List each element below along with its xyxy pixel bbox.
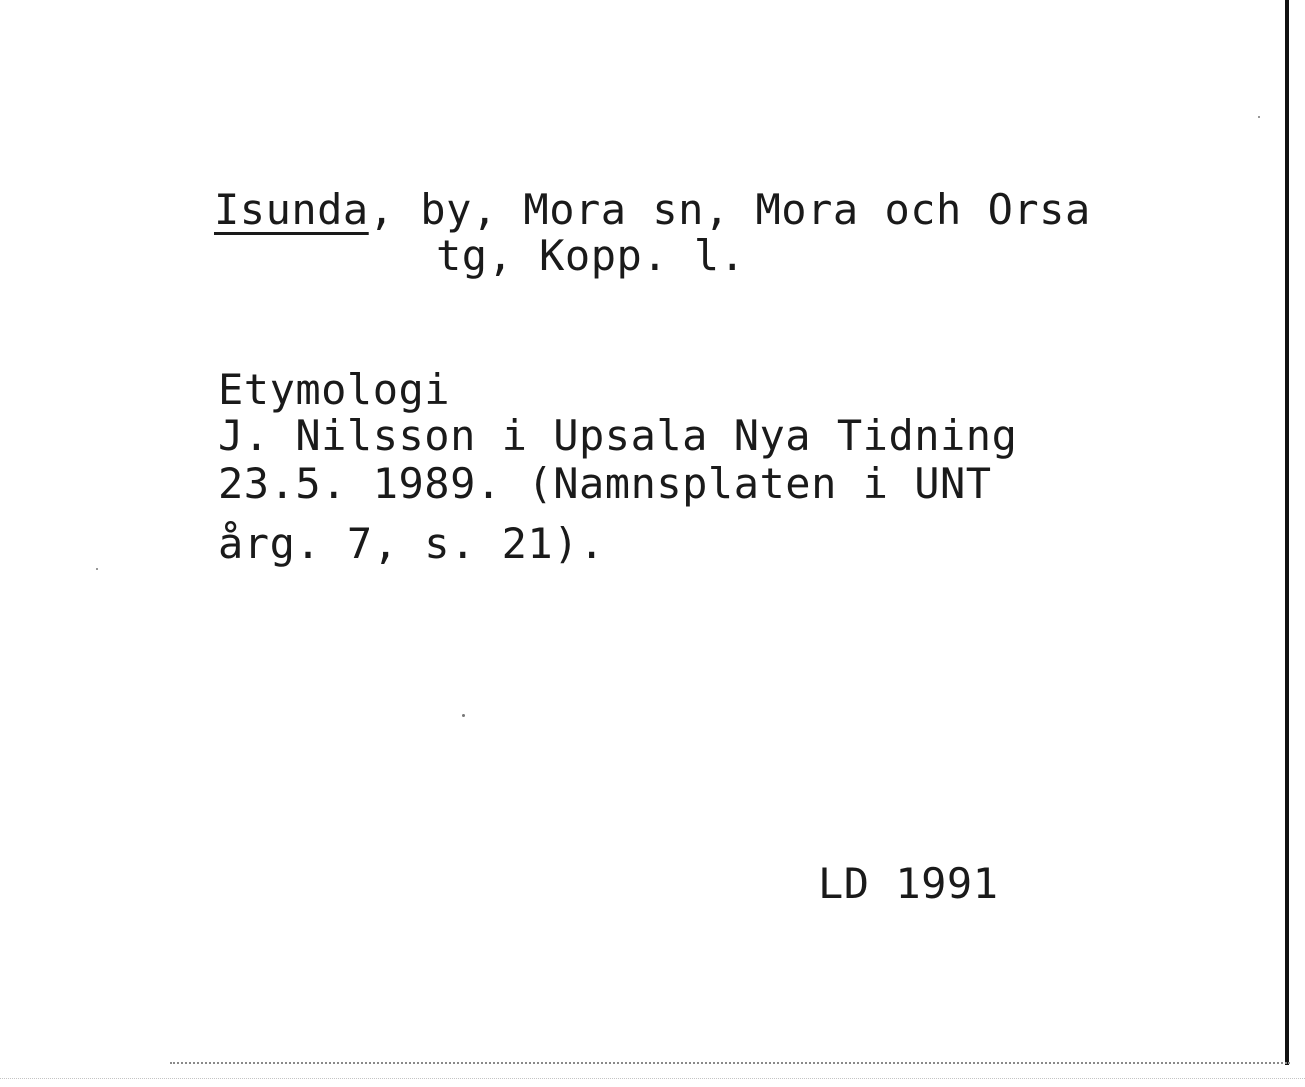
- header-line-2: tg, Kopp. l.: [436, 231, 746, 280]
- scan-speck: [96, 568, 98, 570]
- section-title: Etymologi: [218, 365, 451, 414]
- header-line-1: [214, 186, 1091, 234]
- card-bottom-edge: [170, 1062, 1290, 1065]
- scan-speck: [1258, 116, 1260, 118]
- place-name: Isunda: [214, 185, 369, 234]
- body-line-2: 23.5. 1989. (Namnsplaten i UNT: [218, 459, 992, 508]
- place-description: , by, Mora sn, Mora och Orsa: [368, 185, 1091, 234]
- body-line-1: J. Nilsson i Upsala Nya Tidning: [218, 411, 1018, 460]
- card-right-edge: [1285, 0, 1289, 1065]
- scan-bottom-edge: [0, 1078, 1305, 1080]
- body-line-3: årg. 7, s. 21).: [218, 519, 605, 568]
- signature: LD 1991: [818, 859, 999, 908]
- scan-speck: [462, 714, 465, 717]
